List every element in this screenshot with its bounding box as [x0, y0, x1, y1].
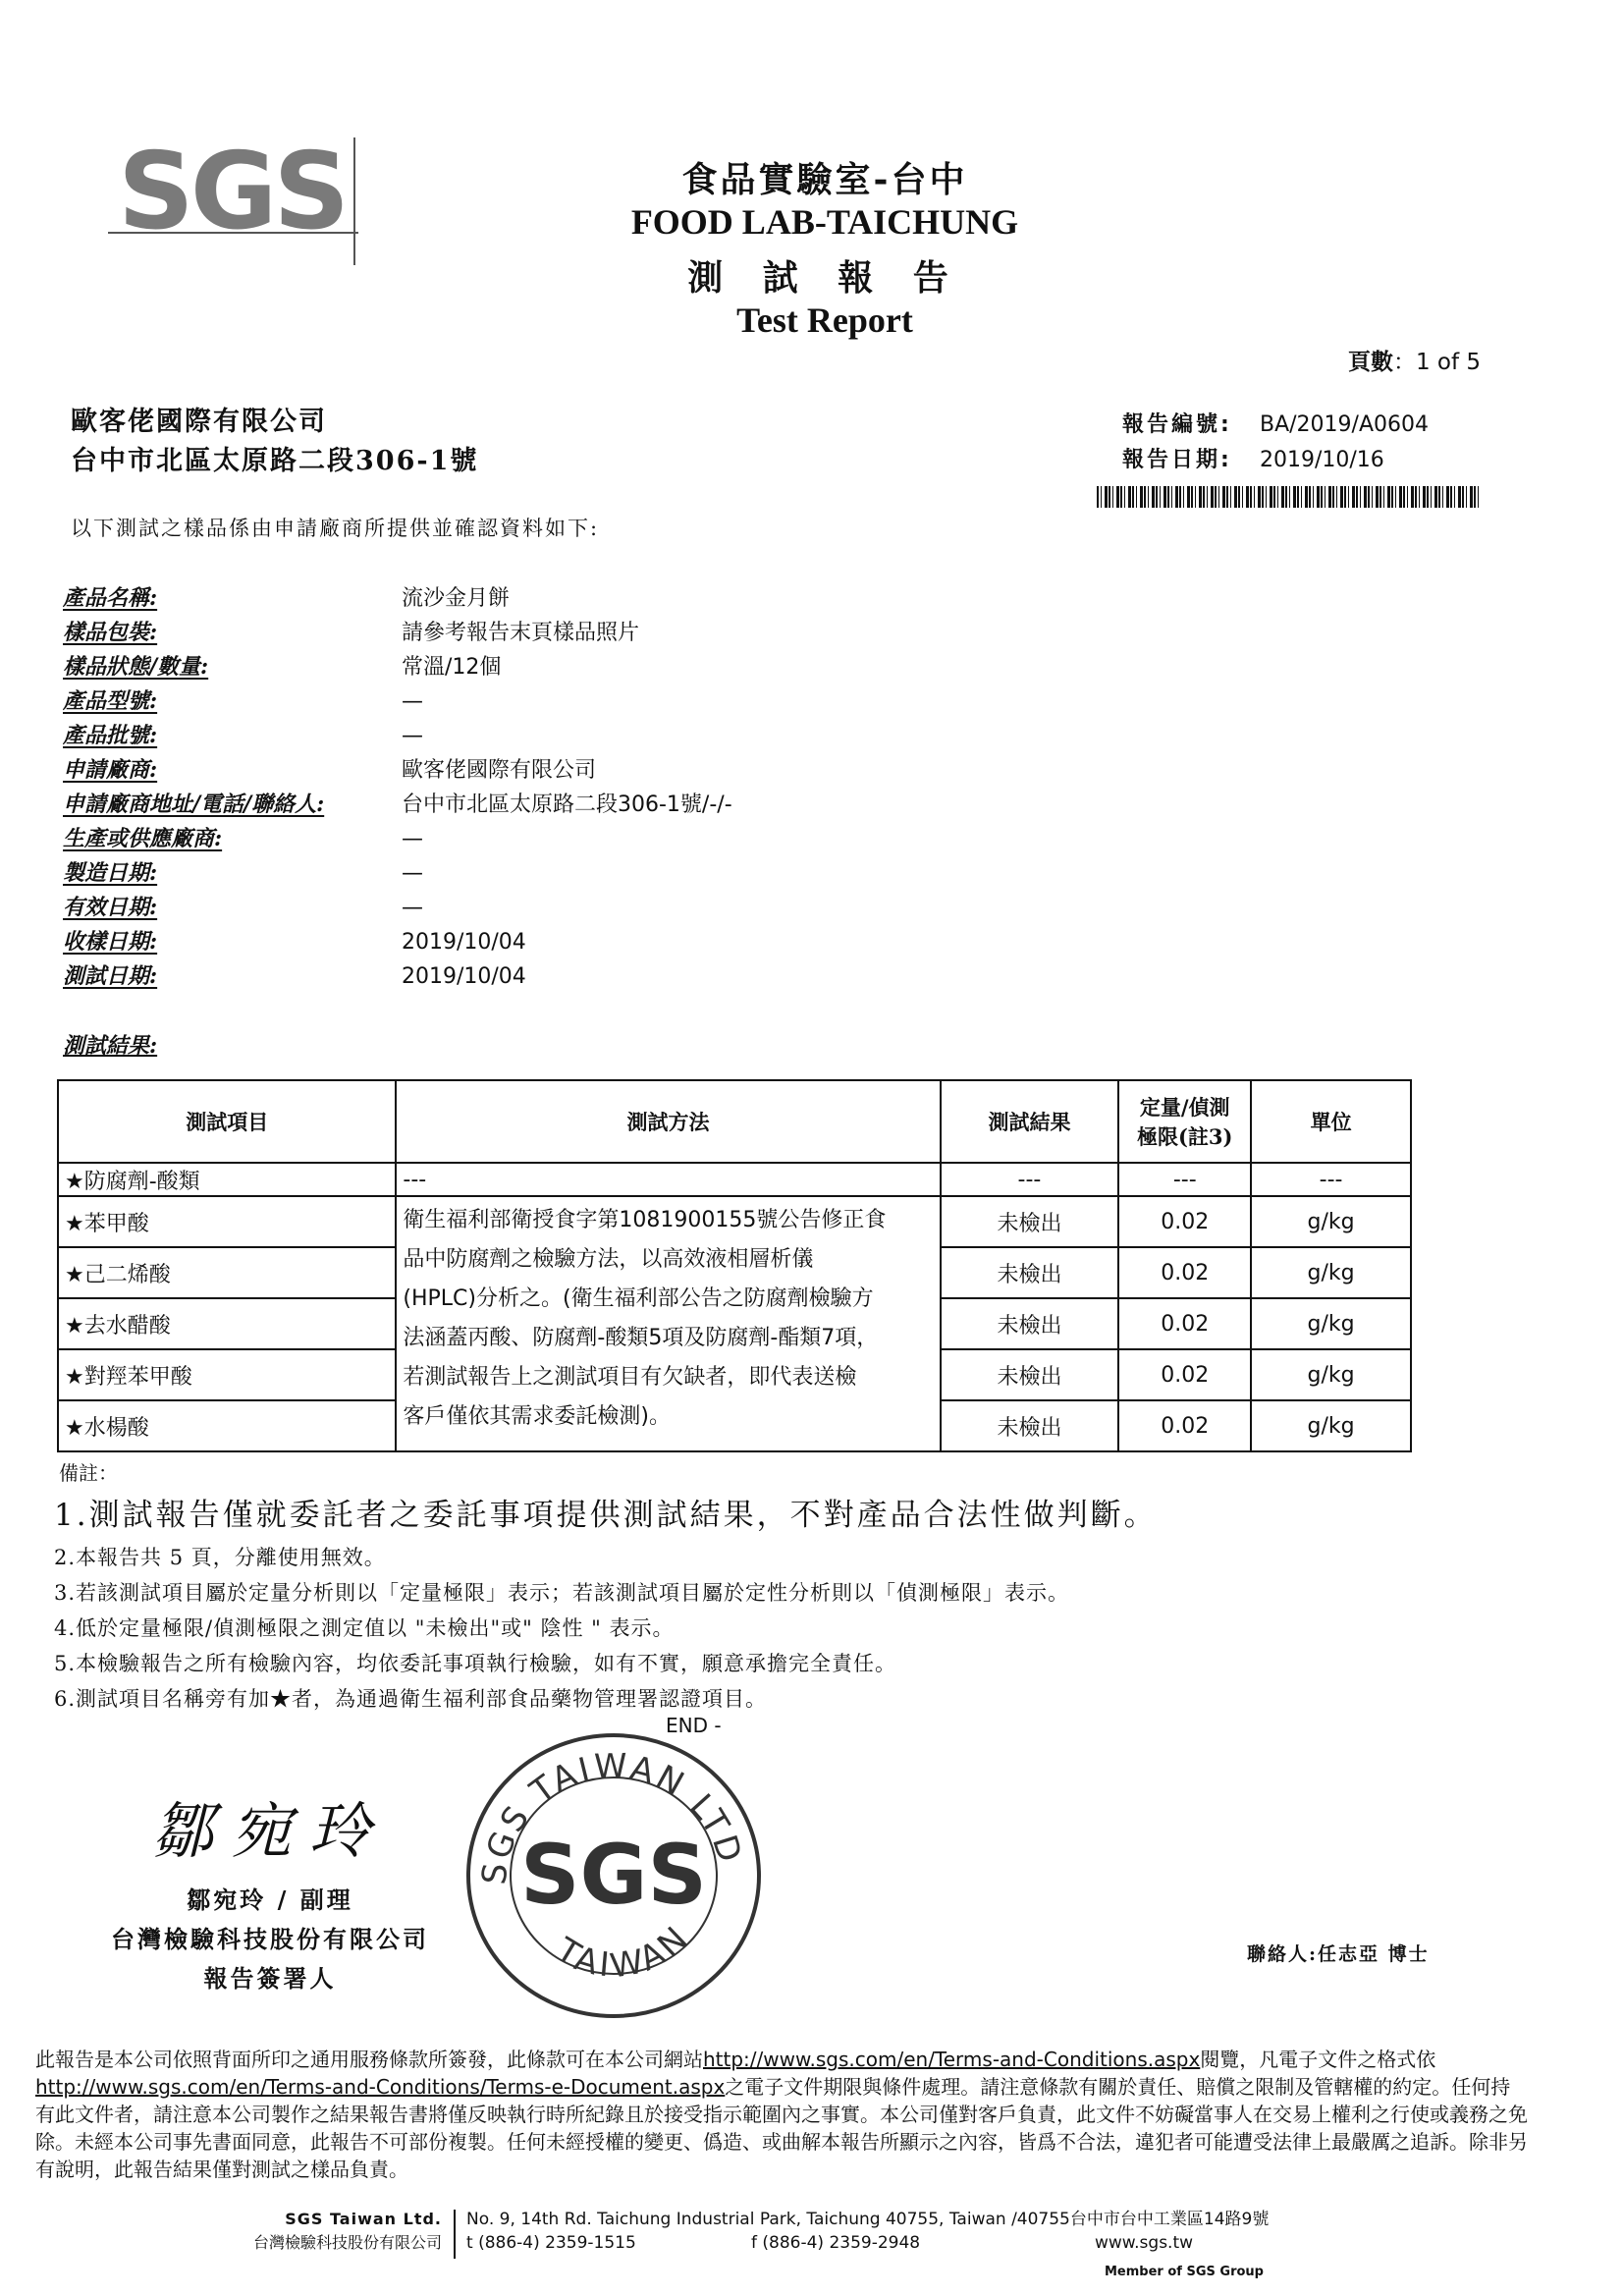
info-value: —	[402, 861, 423, 886]
footer-web[interactable]: www.sgs.tw	[1095, 2233, 1194, 2253]
test-item: ★對羥苯甲酸	[58, 1349, 396, 1400]
info-value: —	[402, 724, 423, 748]
info-row	[63, 581, 732, 616]
group-item: ★防腐劑-酸類	[58, 1163, 396, 1196]
handwritten-signature: 鄒宛玲	[151, 1795, 388, 1867]
footer-company: SGS Taiwan Ltd. 台灣檢驗科技股份有限公司	[252, 2210, 442, 2252]
client-address: 台中市北區太原路二段306-1號	[71, 446, 479, 476]
info-value: —	[402, 689, 423, 714]
svg-text:SGS: SGS	[118, 137, 347, 253]
info-value: —	[402, 896, 423, 920]
svg-text:SGS TAIWAN LTD: SGS TAIWAN LTD	[474, 1746, 750, 1887]
test-item: ★苯甲酸	[58, 1196, 396, 1247]
test-result: 未檢出	[941, 1400, 1119, 1451]
report-meta	[1122, 408, 1429, 478]
info-label: 申請廠商:	[63, 757, 158, 783]
report-title-zh: 測 試 報 告	[687, 257, 962, 299]
test-unit: g/kg	[1251, 1349, 1411, 1400]
report-number: BA/2019/A0604	[1260, 412, 1429, 437]
page-number: 頁數：1 of 5	[1347, 350, 1481, 375]
col-header-method: 測試方法	[396, 1080, 940, 1163]
info-label: 申請廠商地址/電話/聯絡人:	[63, 792, 325, 817]
group-limit: ---	[1118, 1163, 1251, 1196]
test-item: ★去水醋酸	[58, 1298, 396, 1349]
table-row	[58, 1196, 1411, 1247]
info-row	[63, 616, 732, 650]
info-row	[63, 959, 732, 994]
info-label: 產品名稱:	[63, 585, 158, 611]
test-item: ★水楊酸	[58, 1400, 396, 1451]
disclaimer: 此報告是本公司依照背面所印之通用服務條款所簽發，此條款可在本公司網站http://www.sgs.com/en/Terms-and-Conditions.aspx閱覽，凡電子文件之格式依http://www.sgs.com/en/Terms-and-Conditions/Terms-e-Document.aspx之電子文件期限與條件處理。請注意條款有關於責任、賠償之限制及管轄權的約定。任何持有此文件者，請注意本公司製作之結果報告書將僅反映執行時所紀錄且於接受指示範圍內之事實。本公司僅對客戶負責，此文件不妨礙當事人在交易上權利之行使或義務之免除。未經本公司事先書面同意，此報告不可部份複製。任何未經授權的變更、僞造、或曲解本報告所顯示之內容，皆爲不合法，違犯者可能遭受法律上最嚴厲之追訴。除非另有說明，此報告結果僅對測試之樣品負責。	[35, 2048, 1528, 2181]
test-unit: g/kg	[1251, 1196, 1411, 1247]
note-item: 4.低於定量極限/偵測極限之測定值以 "未檢出"或" 陰性 " 表示。	[54, 1616, 675, 1640]
col-header-item: 測試項目	[58, 1080, 396, 1163]
report-date: 2019/10/16	[1260, 448, 1384, 472]
svg-text:TAIWAN: TAIWAN	[549, 1917, 698, 1987]
col-header-result: 測試結果	[941, 1080, 1119, 1163]
info-value: 歐客佬國際有限公司	[402, 758, 597, 783]
info-row	[63, 856, 732, 891]
results-table	[57, 1079, 1412, 1452]
info-row	[63, 822, 732, 856]
test-limit: 0.02	[1118, 1298, 1251, 1349]
note-item: 1.測試報告僅就委託者之委託事項提供測試結果，不對產品合法性做判斷。	[54, 1498, 1158, 1533]
info-value: —	[402, 827, 423, 851]
info-value: 2019/10/04	[402, 930, 526, 955]
info-label: 有效日期:	[63, 895, 158, 920]
terms-link[interactable]: http://www.sgs.com/en/Terms-and-Conditions.aspx	[703, 2048, 1201, 2071]
svg-text:SGS: SGS	[520, 1827, 707, 1923]
signature-block	[93, 1782, 447, 1998]
col-header-unit: 單位	[1251, 1080, 1411, 1163]
member-of-sgs: Member of SGS Group	[1105, 2265, 1264, 2279]
info-value: 流沙金月餅	[402, 586, 511, 611]
notes-title: 備註：	[59, 1461, 118, 1485]
client-block	[71, 403, 478, 481]
barcode	[1097, 486, 1482, 508]
test-result: 未檢出	[941, 1349, 1119, 1400]
client-name: 歐客佬國際有限公司	[71, 407, 327, 437]
info-label: 產品批號:	[63, 723, 158, 748]
info-row	[63, 650, 732, 684]
test-result: 未檢出	[941, 1196, 1119, 1247]
test-item: ★己二烯酸	[58, 1247, 396, 1298]
end-mark: END -	[666, 1714, 722, 1737]
info-label: 製造日期:	[63, 860, 158, 886]
signer-company: 台灣檢驗科技股份有限公司	[111, 1925, 429, 1953]
info-label: 樣品狀態/數量:	[63, 654, 209, 680]
test-limit: 0.02	[1118, 1400, 1251, 1451]
footer-divider	[454, 2210, 456, 2259]
footer-tel: t (886-4) 2359-1515	[466, 2233, 636, 2253]
note-item: 3.若該測試項目屬於定量分析則以「定量極限」表示；若該測試項目屬於定性分析則以「偵測極限」表示。	[54, 1581, 1070, 1605]
info-row	[63, 684, 732, 719]
group-unit: ---	[1251, 1163, 1411, 1196]
note-item: 5.本檢驗報告之所有檢驗內容，均依委託事項執行檢驗，如有不實，願意承擔完全責任。	[54, 1652, 897, 1675]
footer-address: No. 9, 14th Rd. Taichung Industrial Park, Taichung 40755, Taiwan /40755台中市台中工業區14路9號	[466, 2210, 1270, 2229]
info-row	[63, 753, 732, 788]
sgs-taiwan-stamp	[461, 1728, 766, 2023]
info-row	[63, 891, 732, 925]
footer-contact	[466, 2208, 1269, 2255]
sgs-logo	[108, 137, 363, 265]
test-limit: 0.02	[1118, 1349, 1251, 1400]
report-title-en: Test Report	[736, 301, 913, 340]
info-row	[63, 788, 732, 822]
table-row	[58, 1163, 1411, 1196]
lab-title-en: FOOD LAB-TAICHUNG	[630, 202, 1019, 242]
info-value: 常溫/12個	[402, 655, 502, 680]
results-title: 測試結果:	[63, 1033, 158, 1059]
info-label: 生產或供應廠商:	[63, 826, 223, 851]
test-unit: g/kg	[1251, 1400, 1411, 1451]
group-result: ---	[941, 1163, 1119, 1196]
test-limit: 0.02	[1118, 1247, 1251, 1298]
info-value: 2019/10/04	[402, 964, 526, 989]
info-label: 測試日期:	[63, 963, 158, 989]
col-header-limit: 定量/偵測 極限(註3)	[1118, 1080, 1251, 1163]
contact-person: 聯絡人:任志亞 博士	[1247, 1943, 1430, 1965]
info-label: 樣品包裝:	[63, 620, 158, 645]
info-label: 收樣日期:	[63, 929, 158, 955]
signer-name-title: 鄒宛玲 / 副理	[187, 1886, 353, 1914]
info-value: 台中市北區太原路二段306-1號/-/-	[402, 793, 732, 817]
test-unit: g/kg	[1251, 1298, 1411, 1349]
info-label: 產品型號:	[63, 688, 158, 714]
test-result: 未檢出	[941, 1247, 1119, 1298]
terms-e-document-link[interactable]: http://www.sgs.com/en/Terms-and-Conditions/Terms-e-Document.aspx	[35, 2075, 726, 2099]
note-item: 2.本報告共 5 頁，分離使用無效。	[54, 1546, 386, 1569]
lab-title-zh: 食品實驗室-台中	[681, 159, 968, 200]
test-unit: g/kg	[1251, 1247, 1411, 1298]
notes-list	[54, 1491, 1158, 1717]
info-row	[63, 719, 732, 753]
info-row	[63, 925, 732, 959]
test-limit: 0.02	[1118, 1196, 1251, 1247]
signer-role: 報告簽署人	[203, 1964, 337, 1993]
report-number-label: 報告編號:	[1122, 412, 1232, 437]
table-header-row	[58, 1080, 1411, 1163]
test-result: 未檢出	[941, 1298, 1119, 1349]
intro-text: 以下測試之樣品係由申請廠商所提供並確認資料如下:	[71, 517, 600, 540]
test-method: 衛生福利部衛授食字第1081900155號公告修正食 品中防腐劑之檢驗方法，以高效液相層析儀 (HPLC)分析之。(衛生福利部公告之防腐劑檢驗方 法涵蓋丙酸、防腐劑-酸類5項及防腐劑-酯類7項， 若測試報告上之測試項目有欠缺者，即代表送檢 客戶僅依其需求委託檢測)。	[396, 1196, 940, 1451]
report-date-label: 報告日期:	[1122, 448, 1232, 472]
note-item: 6.測試項目名稱旁有加★者，為通過衛生福利部食品藥物管理署認證項目。	[54, 1687, 768, 1711]
footer-fax: f (886-4) 2359-2948	[751, 2233, 921, 2253]
info-value: 請參考報告末頁樣品照片	[402, 621, 640, 645]
sample-info	[63, 581, 732, 994]
group-method: ---	[396, 1163, 940, 1196]
